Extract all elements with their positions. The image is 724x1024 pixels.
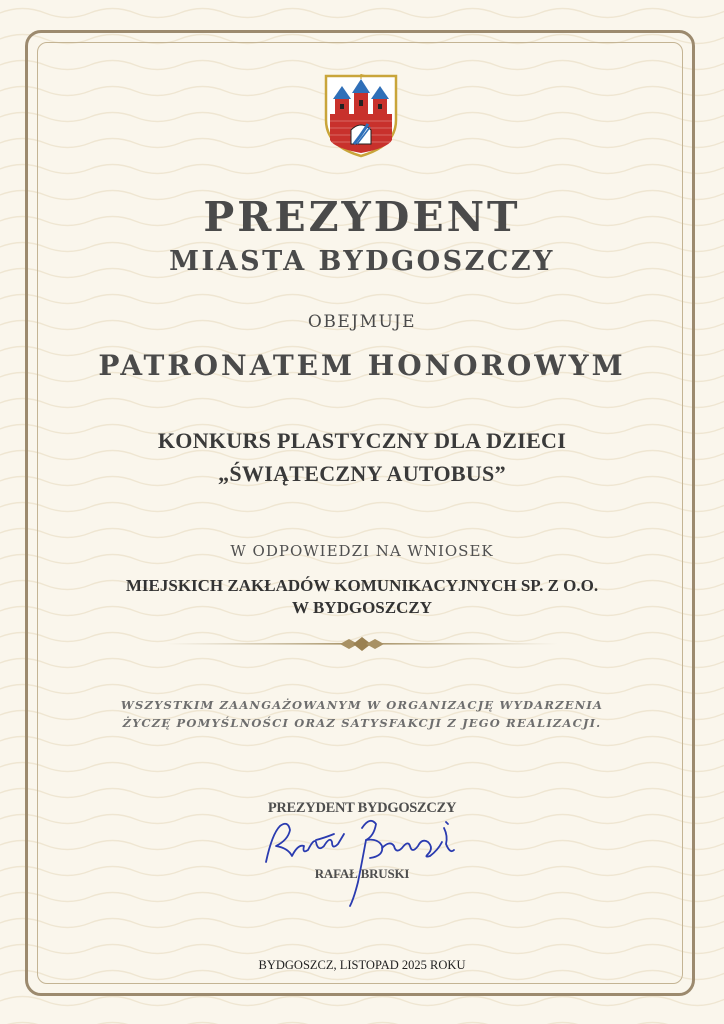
wishes-line-2: ŻYCZĘ POMYŚLNOŚCI ORAZ SATYSFAKCJI Z JEGO REALIZACJI. <box>122 716 602 730</box>
event-name: „ŚWIĄTECZNY AUTOBUS” <box>218 461 506 486</box>
title-president: PREZYDENT <box>203 193 521 241</box>
ornamental-divider <box>166 634 558 654</box>
signatory-title: PREZYDENT BYDGOSZCZY <box>267 800 457 816</box>
request-intro: W ODPOWIEDZI NA WNIOSEK <box>230 542 494 560</box>
title-city: MIASTA BYDGOSZCZY <box>169 246 555 277</box>
organization-name: MIEJSKICH ZAKŁADÓW KOMUNIKACYJNYCH SP. Z O.O. <box>125 576 599 595</box>
verb-text: OBEJMUJE <box>307 312 417 332</box>
place-and-date: BYDGOSZCZ, LISTOPAD 2025 ROKU <box>258 958 466 972</box>
patronage-heading: PATRONATEM HONOROWYM <box>98 349 626 382</box>
organization-city: W BYDGOSZCZY <box>292 598 432 617</box>
signatory-name: RAFAŁ BRUSKI <box>314 866 410 881</box>
wishes-line-1: WSZYSTKIM ZAANGAŻOWANYM W ORGANIZACJĘ WYDARZENIA <box>120 698 604 712</box>
handwritten-signature <box>258 812 468 908</box>
event-type: KONKURS PLASTYCZNY DLA DZIECI <box>157 428 567 453</box>
coat-of-arms-icon <box>324 74 398 158</box>
